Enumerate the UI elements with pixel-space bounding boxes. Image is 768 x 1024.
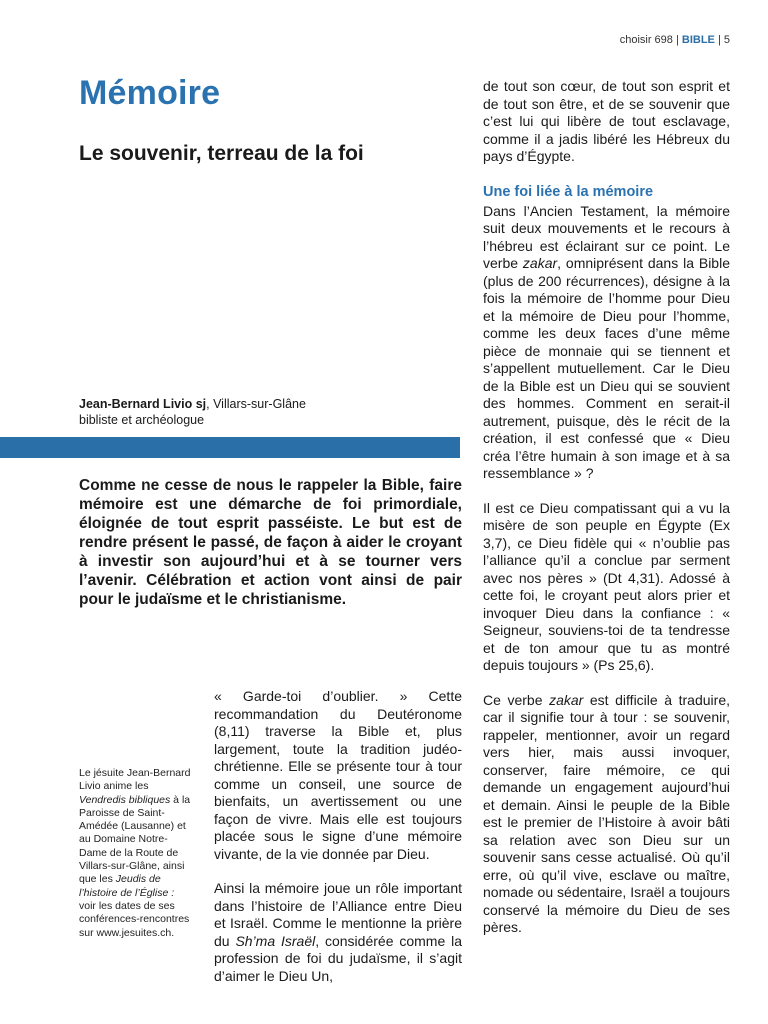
page-number: 5 <box>723 34 730 46</box>
p3-italic: zakar <box>522 255 558 271</box>
sidenote-italic-2: Jeudis de l’histoire de l’Église : <box>79 873 175 899</box>
body-paragraph-3 <box>483 203 730 483</box>
p3-text-1: Dans l’Ancien Testament, la mémoire suit deux mouvements et le recours à l’hébreu est éclairant sur ce point. Le verbe <box>483 202 730 271</box>
sidenote-text-1: Le jésuite Jean-Bernard Livio anime les <box>79 767 191 793</box>
body-paragraph-2 <box>214 880 462 985</box>
body-column-right <box>483 78 730 954</box>
section-label: BIBLE <box>681 34 715 46</box>
p5-italic: zakar <box>549 691 584 708</box>
article-subtitle: Le souvenir, terreau de la foi <box>79 142 364 165</box>
body-column-middle <box>214 688 462 1002</box>
body-paragraph-5 <box>483 692 730 937</box>
p5-text-2: est difficile à traduire, car il signifie tour à tour : se souvenir, rappeler, mentionner, avoir un regard vers hier, mais aussi invoquer, conserver, faire mémoire, ce qui demande un engagement aujourd’hui et demain. Ainsi le peuple de la Bible est le premier de l’Histoire à avoir bâti sa relation avec son Dieu sur un souvenir sans cesse actualisé. Où qu’il erre, où qu’il vive, esclave ou maître, nomade ou sédentaire, Israël a toujours conservé la mémoire du Dieu de ses pères. <box>483 691 730 935</box>
author-byline <box>79 396 459 428</box>
lead-paragraph: Comme ne cesse de nous le rappeler la Bible, faire mémoire est une démarche de foi primordiale, éloignée de tout esprit passéiste. Le but est de rendre présent le passé, de façon à aider le croyant à investir son aujourd’hui et à se tourner vers l’avenir. Célébration et action vont ainsi de pair pour le judaïsme et le christianisme. <box>79 477 462 608</box>
sidenote-italic-1: Vendredis bibliques <box>79 793 171 806</box>
author-sidenote <box>79 767 191 940</box>
author-location: , Villars-sur-Glâne <box>206 397 306 411</box>
body-paragraph-1: « Garde-toi d’oublier. » Cette recommandation du Deutéronome (8,11) traverse la Bible et, plus largement, toute la tradition judéo-chrétienne. Elle se présente tour à tour comme un conseil, une source de bienfaits, un avertissement ou une façon de vivre. Mais elle est toujours placée sous le signe d’une mémoire vivante, de la vie donnée par Dieu. <box>214 688 462 862</box>
page-header: choisir 698 | BIBLE | 5 <box>619 34 730 46</box>
p3-text-2: , omniprésent dans la Bible (plus de 200 récurrences), désigne à la fois la mémoire de l’homme pour Dieu et la mémoire de Dieu pour l’homme, comme les deux faces d’une même pièce de monnaie qui se tiennent et s’appellent mutuellement. Car le Dieu de la Bible est un Dieu qui se souvient des hommes. Comment en serait-il autrement, puisque, dès le récit de la création, il est confessé que « Dieu créa l’être humain à son image et à sa ressemblance » ? <box>483 255 730 481</box>
body-paragraph-2-continued: de tout son cœur, de tout son esprit et de tout son être, et de se souvenir que c’est lui qui libère de tout esclavage, comme il a jadis libéré les Hébreux du pays d’Égypte. <box>483 78 730 164</box>
decorative-bar <box>0 437 460 458</box>
sidenote-text-3: voir les dates de ses conférences-rencontres sur www.jesuites.ch. <box>79 899 190 939</box>
article-title: Mémoire <box>79 74 221 112</box>
author-role: bibliste et archéologue <box>79 413 205 427</box>
magazine-issue: choisir 698 <box>619 34 673 46</box>
p2-italic: Sh’ma Israël <box>235 932 316 949</box>
p2-text-1: Ainsi la mémoire joue un rôle important dans l’histoire de l’Alliance entre Dieu et Israël. Comme le mentionne la prière du <box>214 880 462 949</box>
sidenote-text-2: à la Paroisse de Saint-Amédée (Lausanne) et au Domaine Notre-Dame de la Route de Villars-sur-Glâne, ainsi que les <box>79 793 191 886</box>
p5-text-1: Ce verbe <box>483 691 550 708</box>
author-name: Jean-Bernard Livio sj <box>79 397 207 411</box>
p2-text-2: , considérée comme la profession de foi du judaïsme, il s’agit d’aimer le Dieu Un, <box>214 932 463 984</box>
body-paragraph-4: Il est ce Dieu compatissant qui a vu la misère de son peuple en Égypte (Ex 3,7), ce Dieu fidèle qui « n’oublie pas l’alliance qu’il a conclue par serment avec nos pères » (Dt 4,31). Adossé à cette foi, le croyant peut alors prier et invoquer Dieu dans la confiance : « Seigneur, souviens-toi de ta tendresse et de ton amour que tu as montré depuis toujours » (Ps 25,6). <box>483 499 730 673</box>
section-heading: Une foi liée à la mémoire <box>483 183 654 200</box>
